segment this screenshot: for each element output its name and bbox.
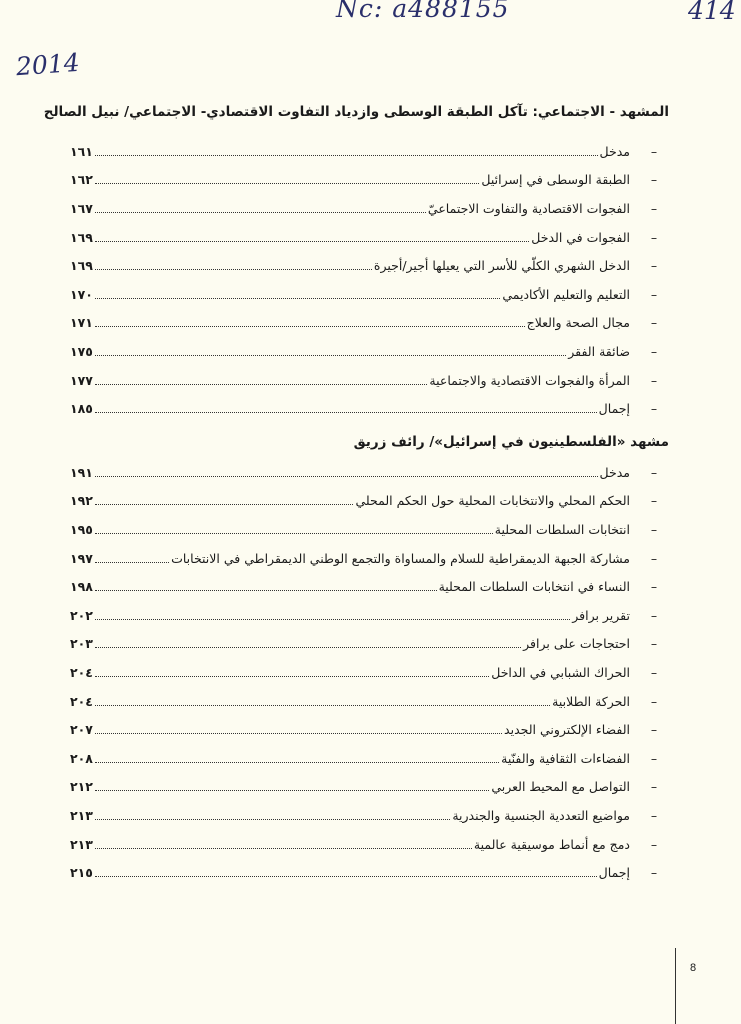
section2-title: مشهد «الفلسطينيون في إسرائيل»/ رائف زريق bbox=[353, 434, 669, 450]
toc-entry-page: ١٦٧ bbox=[70, 200, 93, 216]
toc-entry-title: مدخل bbox=[599, 143, 630, 159]
toc-entry-page: ٢٠٢ bbox=[70, 607, 93, 623]
toc-dash: – bbox=[650, 579, 658, 595]
toc-entry-title: الفضاءات الثقافية والفنّية bbox=[501, 750, 630, 766]
toc-entry bbox=[70, 773, 664, 802]
toc-dash: – bbox=[650, 722, 658, 738]
handwritten-catalog-code: Nc: a488155 bbox=[336, 0, 510, 23]
toc-dot-leader bbox=[95, 619, 570, 620]
toc-entry bbox=[70, 601, 664, 630]
toc-entry bbox=[70, 251, 664, 280]
toc-dot-leader bbox=[95, 384, 428, 385]
toc-dash: – bbox=[650, 315, 658, 331]
toc-entry-page: ١٨٥ bbox=[70, 401, 93, 417]
toc-entry-title: مجال الصحة والعلاج bbox=[526, 315, 630, 331]
toc-dot-leader bbox=[95, 705, 550, 706]
toc-dash: – bbox=[650, 401, 658, 417]
toc-entry bbox=[70, 223, 664, 252]
toc-entry-page: ٢١٥ bbox=[70, 865, 93, 881]
toc-entry-title: المرأة والفجوات الاقتصادية والاجتماعية bbox=[429, 372, 630, 388]
toc-dash: – bbox=[650, 836, 658, 852]
toc-entry-title: إجمال bbox=[598, 401, 630, 417]
toc-dot-leader bbox=[95, 298, 500, 299]
toc-entry bbox=[70, 830, 664, 859]
toc-dash: – bbox=[650, 693, 658, 709]
toc-entry-page: ٢١٣ bbox=[70, 836, 93, 852]
toc-dash: – bbox=[650, 493, 658, 509]
toc-entry-page: ١٧٥ bbox=[70, 343, 93, 359]
toc-entry-title: مدخل bbox=[599, 464, 630, 480]
toc-dash: – bbox=[650, 607, 658, 623]
footer-page-number: 8 bbox=[690, 962, 697, 974]
toc-dash: – bbox=[650, 143, 658, 159]
toc-entry bbox=[70, 337, 664, 366]
toc-dash: – bbox=[650, 464, 658, 480]
toc-entry-title: الدخل الشهري الكلّي للأسر التي يعيلها أجير/أجيرة bbox=[373, 258, 630, 274]
toc-entry-page: ٢٠٤ bbox=[70, 693, 93, 709]
toc-dot-leader bbox=[95, 212, 426, 213]
toc-entry-title: ضائقة الفقر bbox=[568, 343, 630, 359]
toc-entry-title: الفضاء الإلكتروني الجديد bbox=[504, 722, 630, 738]
toc-entry-title: مواضيع التعددية الجنسية والجندرية bbox=[452, 807, 630, 823]
toc-dash: – bbox=[650, 550, 658, 566]
toc-dash: – bbox=[650, 372, 658, 388]
toc-entry bbox=[70, 487, 664, 516]
toc-entry bbox=[70, 658, 664, 687]
toc-entry bbox=[70, 166, 664, 195]
toc-dot-leader bbox=[95, 504, 354, 505]
toc-dash: – bbox=[650, 258, 658, 274]
section1-title: المشهد - الاجتماعي: تآكل الطبقة الوسطى وازدياد التفاوت الاقتصادي- الاجتماعي/ نبيل الصالح bbox=[43, 104, 669, 120]
toc-entry-page: ٢٠٨ bbox=[70, 750, 93, 766]
toc-dot-leader bbox=[95, 590, 437, 591]
toc-entry-page: ٢١٢ bbox=[70, 779, 93, 795]
toc-entry bbox=[70, 309, 664, 338]
toc-dash: – bbox=[650, 865, 658, 881]
toc-dash: – bbox=[650, 172, 658, 188]
toc-entry-title: انتخابات السلطات المحلية bbox=[494, 521, 630, 537]
toc-entry-title: التواصل مع المحيط العربي bbox=[491, 779, 630, 795]
toc-entry-page: ١٩٥ bbox=[70, 521, 93, 537]
toc-entry-title: دمج مع أنماط موسيقية عالمية bbox=[473, 836, 630, 852]
toc-dot-leader bbox=[95, 790, 489, 791]
toc-entry bbox=[70, 515, 664, 544]
toc-entry bbox=[70, 858, 664, 887]
toc-dash: – bbox=[650, 229, 658, 245]
toc-entry-page: ١٦٩ bbox=[70, 229, 93, 245]
toc-entry bbox=[70, 366, 664, 395]
section2-toc-list bbox=[70, 458, 664, 887]
toc-entry-title: احتجاجات على برافر bbox=[523, 636, 630, 652]
toc-entry bbox=[70, 744, 664, 773]
toc-dot-leader bbox=[95, 819, 450, 820]
toc-entry-title: الفجوات الاقتصادية والتفاوت الاجتماعيّ bbox=[427, 200, 630, 216]
toc-dash: – bbox=[650, 664, 658, 680]
toc-entry-title: الطبقة الوسطى في إسرائيل bbox=[481, 172, 630, 188]
toc-entry bbox=[70, 458, 664, 487]
footer-divider bbox=[675, 948, 676, 1024]
toc-dash: – bbox=[650, 779, 658, 795]
toc-entry-title: إجمال bbox=[598, 865, 630, 881]
toc-entry bbox=[70, 394, 664, 423]
toc-entry bbox=[70, 137, 664, 166]
toc-entry bbox=[70, 194, 664, 223]
toc-dot-leader bbox=[95, 762, 499, 763]
toc-dot-leader bbox=[95, 676, 489, 677]
toc-entry bbox=[70, 687, 664, 716]
toc-entry-page: ١٦٢ bbox=[70, 172, 93, 188]
toc-entry-title: النساء في انتخابات السلطات المحلية bbox=[438, 579, 630, 595]
toc-dot-leader bbox=[95, 476, 598, 477]
toc-entry-page: ١٦١ bbox=[70, 143, 93, 159]
toc-dash: – bbox=[650, 343, 658, 359]
toc-dot-leader bbox=[95, 647, 521, 648]
toc-dot-leader bbox=[95, 876, 597, 877]
toc-dash: – bbox=[650, 750, 658, 766]
toc-dash: – bbox=[650, 286, 658, 302]
toc-dash: – bbox=[650, 807, 658, 823]
toc-dot-leader bbox=[95, 355, 566, 356]
toc-dot-leader bbox=[95, 183, 480, 184]
toc-entry-page: ١٩٨ bbox=[70, 579, 93, 595]
toc-entry-page: ١٧٠ bbox=[70, 286, 93, 302]
toc-entry bbox=[70, 715, 664, 744]
toc-entry-page: ١٧١ bbox=[70, 315, 93, 331]
toc-entry-page: ١٩١ bbox=[70, 464, 93, 480]
toc-entry-title: تقرير برافر bbox=[572, 607, 630, 623]
toc-dot-leader bbox=[95, 155, 598, 156]
toc-entry-page: ٢٠٧ bbox=[70, 722, 93, 738]
toc-dot-leader bbox=[95, 562, 169, 563]
handwritten-page-ref: 414 bbox=[688, 0, 736, 25]
toc-entry-page: ١٧٧ bbox=[70, 372, 93, 388]
toc-dot-leader bbox=[95, 326, 525, 327]
toc-entry-title: مشاركة الجبهة الديمقراطية للسلام والمساواة والتجمع الوطني الديمقراطي في الانتخابات bbox=[171, 550, 630, 566]
toc-entry-title: الحراك الشبابي في الداخل bbox=[491, 664, 630, 680]
toc-dot-leader bbox=[95, 269, 372, 270]
toc-entry-page: ٢١٣ bbox=[70, 807, 93, 823]
section1-toc-list bbox=[70, 137, 664, 423]
toc-dash: – bbox=[650, 521, 658, 537]
toc-entry-title: التعليم والتعليم الأكاديمي bbox=[502, 286, 630, 302]
handwritten-year: 2014 bbox=[15, 47, 81, 82]
toc-entry bbox=[70, 801, 664, 830]
toc-dash: – bbox=[650, 200, 658, 216]
toc-dash: – bbox=[650, 636, 658, 652]
toc-dot-leader bbox=[95, 412, 597, 413]
toc-dot-leader bbox=[95, 733, 502, 734]
toc-entry-page: ٢٠٤ bbox=[70, 664, 93, 680]
toc-dot-leader bbox=[95, 241, 529, 242]
toc-entry bbox=[70, 630, 664, 659]
toc-dot-leader bbox=[95, 533, 493, 534]
toc-entry-title: الحركة الطلابية bbox=[552, 693, 630, 709]
toc-entry-title: الفجوات في الدخل bbox=[531, 229, 630, 245]
toc-entry bbox=[70, 280, 664, 309]
toc-entry-page: ٢٠٣ bbox=[70, 636, 93, 652]
toc-entry bbox=[70, 572, 664, 601]
toc-dot-leader bbox=[95, 848, 472, 849]
toc-entry-page: ١٩٢ bbox=[70, 493, 93, 509]
toc-entry bbox=[70, 544, 664, 573]
toc-entry-title: الحكم المحلي والانتخابات المحلية حول الحكم المحلي bbox=[355, 493, 630, 509]
toc-entry-page: ١٦٩ bbox=[70, 258, 93, 274]
toc-entry-page: ١٩٧ bbox=[70, 550, 93, 566]
